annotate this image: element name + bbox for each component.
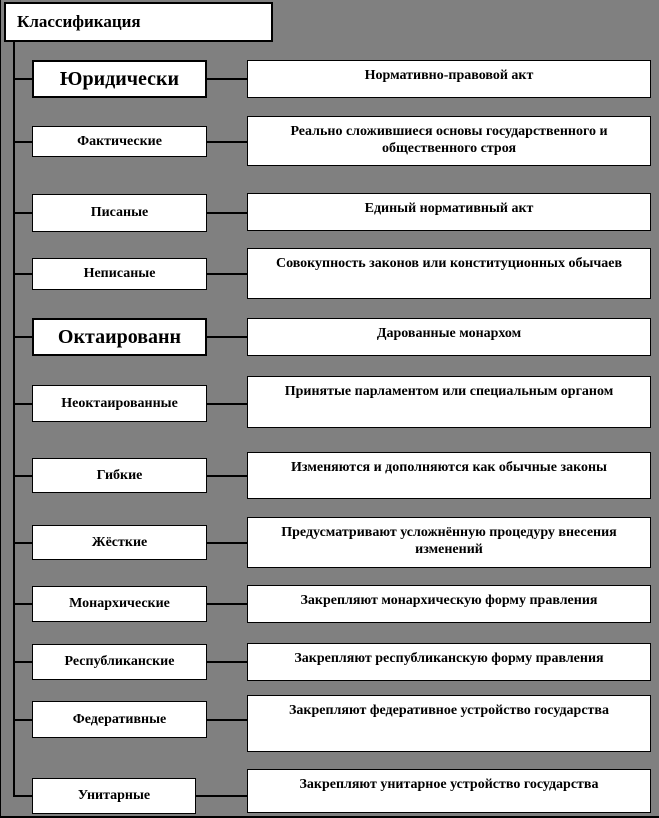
category-label: Унитарные: [77, 788, 151, 803]
category-label: Неоктаированные: [61, 395, 178, 411]
category-box: [32, 778, 196, 814]
description-text: Изменяются и дополняются как обычные законы: [291, 460, 607, 475]
description-box: [247, 517, 651, 568]
branch-connector-line: [13, 212, 33, 214]
category-label: Монархические: [69, 596, 170, 611]
branch-connector-line: [13, 795, 33, 797]
diagram-title-box: [4, 2, 273, 42]
category-box: [32, 258, 207, 290]
category-box: [32, 318, 207, 356]
branch-connector-line: [13, 661, 33, 663]
box-connector-line: [206, 661, 248, 663]
description-box: [247, 695, 651, 752]
category-box: [32, 194, 207, 232]
category-box: [32, 126, 207, 157]
category-label: Октаированн: [57, 325, 182, 348]
box-connector-line: [206, 212, 248, 214]
description-text: Единый нормативный акт: [364, 201, 534, 216]
box-connector-line: [206, 141, 248, 143]
description-text: Закрепляют унитарное устройство государства: [299, 777, 599, 792]
trunk-line: [13, 42, 15, 796]
category-label: Жёсткие: [91, 534, 148, 550]
description-box: [247, 376, 651, 428]
description-box: [247, 769, 651, 813]
description-text: Нормативно-правовой акт: [364, 68, 534, 83]
description-text: Принятые парламентом или специальным органом: [284, 384, 614, 399]
description-box: [247, 318, 651, 356]
box-connector-line: [206, 719, 248, 721]
category-box: [32, 525, 207, 560]
box-connector-line: [206, 78, 248, 80]
branch-connector-line: [13, 719, 33, 721]
branch-connector-line: [13, 336, 33, 338]
description-text: Реально сложившиеся основы государственного и общественного строя: [290, 124, 608, 156]
description-text: Дарованные монархом: [376, 326, 522, 341]
branch-connector-line: [13, 273, 33, 275]
description-text: Закрепляют монархическую форму правления: [300, 593, 598, 608]
branch-connector-line: [13, 542, 33, 544]
description-box: [247, 193, 651, 231]
description-box: [247, 248, 651, 299]
description-box: [247, 60, 651, 98]
description-box: [247, 116, 651, 166]
box-connector-line: [206, 475, 248, 477]
description-text: Предусматривают усложнённую процедуру внесения изменений: [281, 525, 617, 557]
category-box: [32, 458, 207, 493]
category-label: Писаные: [90, 205, 149, 220]
branch-connector-line: [13, 141, 33, 143]
box-connector-line: [206, 273, 248, 275]
box-connector-line: [196, 795, 248, 797]
description-text: Совокупность законов или конституционных обычаев: [275, 256, 623, 271]
description-text: Закрепляют федеративное устройство государства: [289, 703, 609, 718]
description-text: Закрепляют республиканскую форму правления: [294, 651, 604, 666]
category-label: Республиканские: [64, 654, 175, 669]
branch-connector-line: [13, 475, 33, 477]
category-box: [32, 60, 207, 98]
box-connector-line: [206, 542, 248, 544]
diagram-title: Классификация: [17, 12, 141, 31]
box-connector-line: [206, 336, 248, 338]
category-box: [32, 385, 207, 422]
category-label: Неписаные: [83, 266, 156, 281]
description-box: [247, 643, 651, 681]
category-box: [32, 586, 207, 622]
description-box: [247, 585, 651, 623]
branch-connector-line: [13, 403, 33, 405]
box-connector-line: [206, 603, 248, 605]
box-connector-line: [206, 403, 248, 405]
branch-connector-line: [13, 78, 33, 80]
description-box: [247, 452, 651, 499]
category-box: [32, 644, 207, 680]
branch-connector-line: [13, 603, 33, 605]
category-label: Юридически: [59, 67, 180, 90]
category-label: Федеративные: [72, 711, 167, 727]
category-label: Гибкие: [96, 467, 143, 483]
category-box: [32, 701, 207, 738]
category-label: Фактические: [77, 133, 162, 149]
